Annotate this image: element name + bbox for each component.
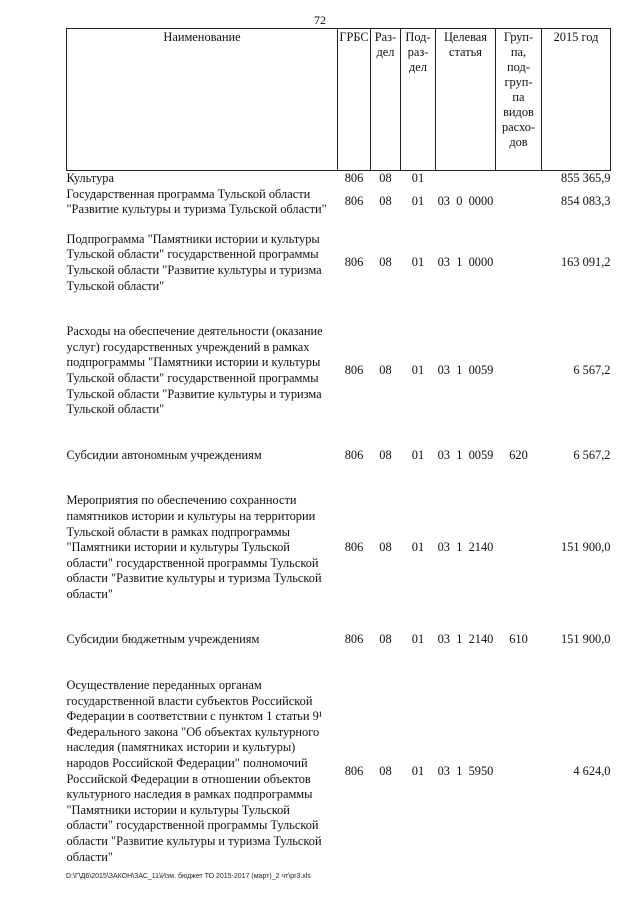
row-amount: 151 900,0 xyxy=(560,632,611,647)
row-spacer xyxy=(67,294,611,324)
row-section: 08 xyxy=(379,255,392,270)
row-grbs: 806 xyxy=(344,171,364,185)
row-target xyxy=(436,171,496,187)
row-grbs: 806 xyxy=(344,447,364,462)
row-section: 08 xyxy=(379,540,392,555)
row-subsection: 01 xyxy=(411,171,425,185)
table-row xyxy=(67,632,611,648)
row-grbs: 806 xyxy=(344,763,364,778)
row-target: 03 1 5950 xyxy=(437,763,494,778)
row-section: 08 xyxy=(379,632,392,647)
row-spacer xyxy=(67,602,611,632)
row-section: 08 xyxy=(379,171,392,185)
row-name: Мероприятия по обеспечению сохранности памятников истории и культуры на территории Тульской области в рамках подпрограммы "Памятники истории и культуры Тульской области" государственной программы Тульской области "Развитие культуры и туризма Тульской области" xyxy=(66,493,322,601)
header-target: Целевая статья xyxy=(436,29,496,171)
row-subsection: 01 xyxy=(411,632,425,647)
row-amount: 6 567,2 xyxy=(573,447,611,462)
row-subsection: 01 xyxy=(411,194,425,209)
header-year: 2015 год xyxy=(542,29,611,171)
row-amount: 855 365,9 xyxy=(560,171,611,185)
row-subsection: 01 xyxy=(411,447,425,462)
table-row xyxy=(67,232,611,294)
row-grbs: 806 xyxy=(344,194,364,209)
row-target: 03 1 0059 xyxy=(437,363,494,378)
row-spacer xyxy=(67,648,611,678)
row-amount: 163 091,2 xyxy=(560,255,611,270)
row-group xyxy=(496,187,542,218)
header-section: Раз- дел xyxy=(371,29,401,171)
header-group: Груп- па, под- груп- па видов расхо- дов xyxy=(496,29,542,171)
row-name: Подпрограмма "Памятники истории и культуры Тульской области" государственной программы Тульской области "Развитие культуры и туризма Тульской области" xyxy=(66,231,322,293)
table-header-row xyxy=(67,29,611,171)
row-name: Субсидии автономным учреждениям xyxy=(66,447,262,462)
row-name: Осуществление переданных органам государственной власти субъектов Российской Федерации в соответствии с пунктом 1 статьи 9¹ Федерального закона "Об объектах культурного наследия (памятниках истории и культуры) народов Российской Федерации" полномочий Российской Федерации в отношении объектов культурного наследия в рамках подпрограммы "Памятники истории и культуры Тульской области" государственной программы Тульской области "Развитие культуры и туризма Тульской области" xyxy=(66,678,323,864)
row-section: 08 xyxy=(379,447,392,462)
row-name: Государственная программа Тульской области "Развитие культуры и туризма Тульской области" xyxy=(66,186,327,217)
row-target: 03 1 0059 xyxy=(437,447,494,462)
header-subsection: Под- раз- дел xyxy=(401,29,436,171)
row-group: 610 xyxy=(509,632,528,647)
table-row xyxy=(67,187,611,218)
row-section: 08 xyxy=(379,194,392,209)
row-group: 620 xyxy=(509,447,528,462)
table-row xyxy=(67,678,611,865)
row-group xyxy=(496,171,542,187)
row-section: 08 xyxy=(379,363,392,378)
row-section: 08 xyxy=(379,763,392,778)
row-spacer xyxy=(67,418,611,448)
table-row xyxy=(67,448,611,464)
table-row xyxy=(67,493,611,602)
row-target: 03 1 2140 xyxy=(437,632,494,647)
row-grbs: 806 xyxy=(344,632,364,647)
row-amount: 6 567,2 xyxy=(573,363,611,378)
row-group xyxy=(496,678,542,865)
row-subsection: 01 xyxy=(411,363,425,378)
row-name: Расходы на обеспечение деятельности (оказание услуг) государственных учреждений в рамках подпрограммы "Памятники истории и культуры Тульской области" государственной программы Тульской области "Развитие культуры и туризма Тульской области" xyxy=(66,324,323,417)
row-amount: 854 083,3 xyxy=(560,194,611,209)
budget-table xyxy=(66,28,611,865)
row-target: 03 1 0000 xyxy=(437,255,494,270)
row-group xyxy=(496,324,542,418)
row-spacer xyxy=(67,218,611,232)
row-grbs: 806 xyxy=(344,363,364,378)
row-subsection: 01 xyxy=(411,540,425,555)
row-target: 03 1 2140 xyxy=(437,540,494,555)
file-path-footer: D:\Г\Д6\2015\ЗАКОН\ЗАС_11\Изм. бюджет ТО 2015-2017 (март)_2 чт\pr3.xls xyxy=(66,873,311,880)
row-name: Культура xyxy=(66,171,114,185)
row-amount: 4 624,0 xyxy=(573,763,611,778)
row-subsection: 01 xyxy=(411,255,425,270)
page-number: 72 xyxy=(314,13,326,27)
row-name: Субсидии бюджетным учреждениям xyxy=(66,632,260,647)
row-group xyxy=(496,493,542,602)
table-row xyxy=(67,324,611,418)
row-group xyxy=(496,232,542,294)
row-amount: 151 900,0 xyxy=(560,540,611,555)
table-row xyxy=(67,171,611,187)
row-subsection: 01 xyxy=(411,763,425,778)
row-grbs: 806 xyxy=(344,540,364,555)
row-target: 03 0 0000 xyxy=(437,194,494,209)
row-spacer xyxy=(67,463,611,493)
row-grbs: 806 xyxy=(344,255,364,270)
header-grbs: ГРБС xyxy=(338,29,371,171)
header-name: Наименование xyxy=(67,29,338,171)
